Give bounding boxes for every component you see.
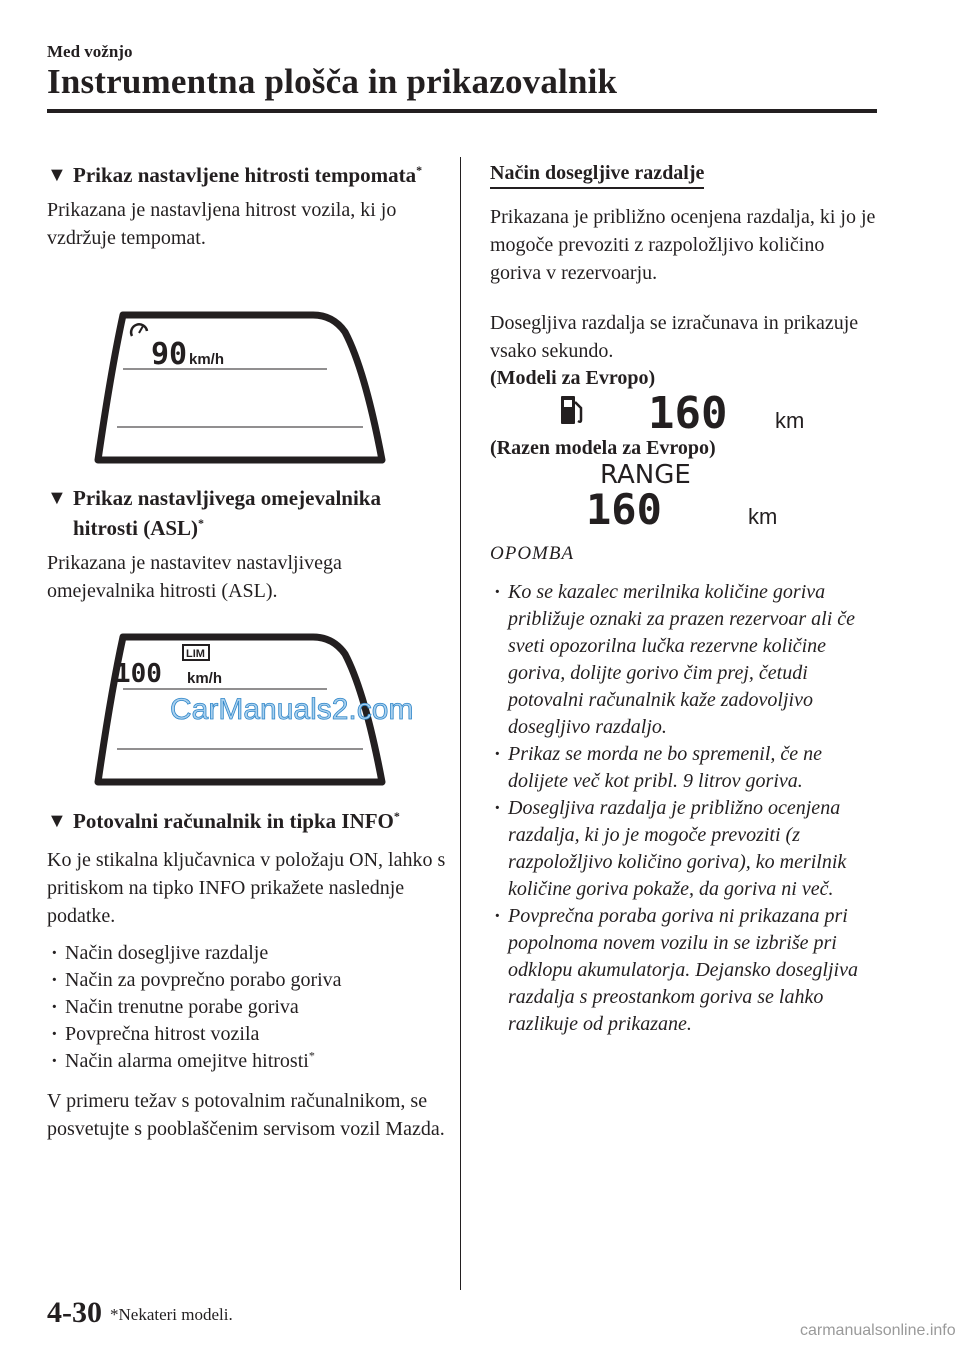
europe-range-unit: km [775,408,805,433]
left-column-info [47,806,447,1143]
header-rule [47,109,877,113]
asl-speed-value: 100 [115,659,162,689]
page-number: 4-30 [47,1296,102,1329]
left-column [47,160,447,252]
section-text-cruise: Prikazana je nastavljena hitrost vozila, ki jo vzdržuje tempomat. [47,199,397,249]
section-heading-cruise [47,160,447,190]
asl-speed-unit: km/h [187,670,223,687]
footnote-star: * [416,163,423,177]
non-europe-range-display [580,460,800,534]
range-label: RANGE [600,460,691,490]
info-list [47,940,447,1075]
lim-badge-icon [183,645,209,660]
list-item: · Način za povprečno porabo goriva [47,967,447,994]
europe-range-value: 160 [648,388,728,439]
left-column-asl [47,483,447,605]
section-heading-text: Prikaz nastavljene hitrosti tempomata [73,163,417,187]
note-item: · Povprečna poraba goriva ni prikazana pri popolnoma novem vozilu in se izbriše pri odklopu akumulatorja. Dejansko dosegljiva razdalja s preostankom goriva se lahko razlikuje od prikazane. [490,903,878,1038]
section-heading-text: Prikaz nastavljivega omejevalnika hitrosti (ASL) [73,486,381,540]
list-item: · Povprečna hitrost vozila [47,1021,447,1048]
subheading-range: Način dosegljive razdalje [490,162,704,189]
section-heading-asl [47,483,447,543]
notes-list [490,579,878,1038]
range-description: Prikazana je približno ocenjena razdalja, ki jo je mogoče prevoziti z razpoložljivo količino goriva v rezervoarju. [490,206,876,284]
range-update-text: Dosegljiva razdalja se izračunava in prikazuje vsako sekundo. [490,312,859,362]
cruise-speed-unit: km/h [189,351,225,368]
triangle-down-icon: ▼ [47,164,67,186]
footnote: *Nekateri modeli. [110,1305,233,1324]
triangle-down-icon: ▼ [47,487,67,509]
site-watermark: carmanualsonline.info [800,1322,956,1339]
column-divider [460,157,461,1290]
section-text-info: Ko je stikalna ključavnica v položaju ON, lahko s pritiskom na tipko INFO prikažete naslednje podatke. [47,849,446,927]
note-item: · Prikaz se morda ne bo spremenil, če ne dolijete več kot pribl. 9 litrov goriva. [490,741,878,795]
triangle-down-icon: ▼ [47,810,67,832]
chapter-label: Med vožnjo [47,42,133,61]
non-europe-label: (Razen modela za Evropo) [490,437,716,459]
list-item: · Način trenutne porabe goriva [47,994,447,1021]
note-item: · Ko se kazalec merilnika količine goriva približuje oznaki za prazen rezervoar ali če sveti opozorilna lučka rezervne količine goriva, dolijte gorivo čim prej, četudi potovalni računalnik kaže zadovoljivo dosegljivo razdaljo. [490,579,878,741]
notes-block [490,543,878,1038]
page-title: Instrumentna plošča in prikazovalnik [47,62,618,101]
right-column [490,162,878,391]
section-text-asl: Prikazana je nastavitev nastavljivega omejevalnika hitrosti (ASL). [47,552,342,602]
lim-label: LIM [186,648,205,660]
europe-range-display [540,388,820,439]
footnote-star: * [393,809,400,823]
non-europe-range-value: 160 [586,485,662,534]
footnote-star: * [198,516,205,530]
note-item: · Dosegljiva razdalja je približno ocenjena razdalja, ki jo je mogoče prevoziti (z razpoložljivo količino goriva), ko merilnik količine goriva pokaže, da goriva ni več. [490,795,878,903]
footnote-star: * [308,1048,315,1063]
section-text-service: V primeru težav s potovalnim računalnikom, se posvetujte s pooblaščenim servisom vozil Mazda. [47,1090,445,1140]
fuel-pump-icon [561,396,581,424]
note-heading: OPOMBA [490,543,575,564]
cruise-speed-value: 90 [151,337,188,372]
list-item: · Način dosegljive razdalje [47,940,447,967]
non-europe-range-unit: km [748,504,778,529]
watermark-overlay: CarManuals2.com [170,693,414,726]
list-item: · Način alarma omejitve hitrosti* [47,1048,447,1075]
cruise-speed-display-figure [95,310,387,470]
section-heading-info [47,806,447,836]
europe-label: (Modeli za Evropo) [490,367,656,389]
asl-display-figure [95,632,414,792]
section-heading-text: Potovalni računalnik in tipka INFO [73,809,394,833]
